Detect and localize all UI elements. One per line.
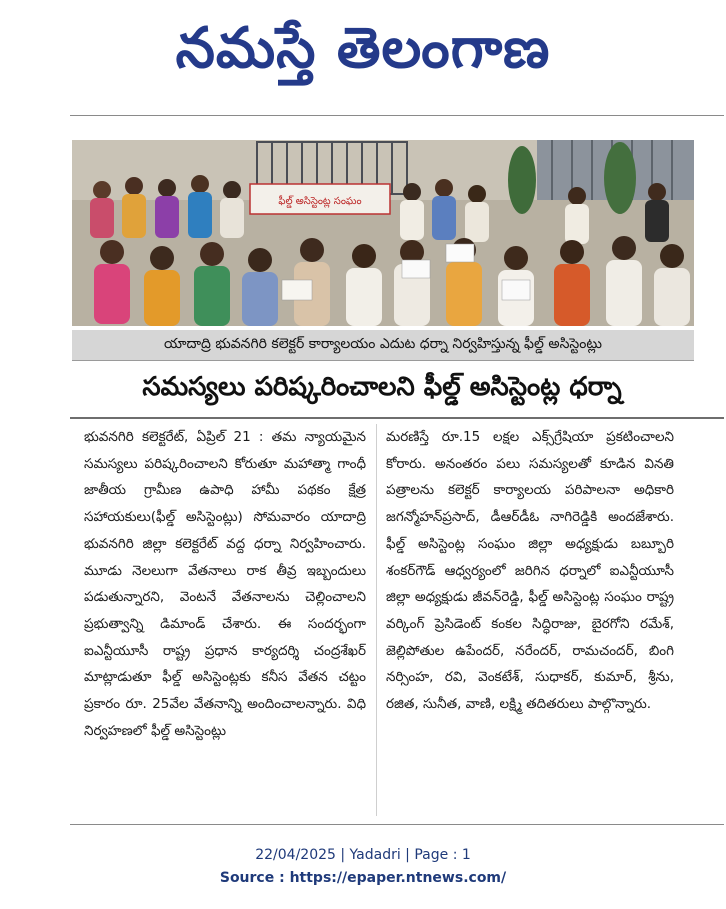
photo-banner-text: ఫీల్డ్ అసిస్టెంట్ల సంఘం — [278, 196, 362, 207]
footer-source: Source : https://epaper.ntnews.com/ — [219, 870, 507, 886]
photo-caption: యాదాద్రి భువనగిరి కలెక్టర్ కార్యాలయం ఎదుట ధర్నా నిర్వహిస్తున్న ఫీల్డ్ అసిస్టెంట్లు — [72, 330, 694, 361]
column-divider — [376, 424, 377, 816]
bottom-divider — [70, 824, 724, 825]
article-headline: సమస్యలు పరిష్కరించాలని ఫీల్డ్ అసిస్టెంట్ల ధర్నా — [142, 372, 622, 402]
footer-dateline: 22/04/2025 | Yadadri | Page : 1 — [255, 847, 471, 863]
article-body-right-column: మరణిస్తే రూ.15 లక్షల ఎక్స్‌గ్రేషియా ప్రకటించాలని కోరారు. అనంతరం పలు సమస్యలతో కూడిన వినతి పత్రాలను కలెక్టర్ కార్యాలయ పరిపాలనా అధికారి జగన్మోహన్‌ప్రసాద్, డీఆర్‌డీఓ నాగిరెడ్డికి అందజేశారు. ఫీల్డ్ అసిస్టెంట్ల సంఘం జిల్లా అధ్యక్షుడు బబ్బూరి శంకర్‌గౌడ్ ఆధ్వర్యంలో జరిగిన ధర్నాలో ఐఎన్టీయూసీ జిల్లా అధ్యక్షుడు జీవన్‌రెడ్డి, ఫీల్డ్ అసిస్టెంట్ల సంఘం రాష్ట్ర వర్కింగ్ ప్రెసిడెంట్ కంకల సిద్ధిరాజు, బైరగోని రమేశ్, జెల్లిపోతుల ఉపేందర్, నరేందర్, రామచందర్, బింగి నర్సింహ, రవి, వెంకటేశ్, సుధాకర్, కుమార్, శ్రీను, రజిత, సునీత, వాణి, లక్ష్మి తదితరులు పాల్గొన్నారు. — [386, 429, 674, 713]
newspaper-logo-title: నమస్తే తెలంగాణ — [175, 15, 551, 81]
masthead — [0, 0, 726, 110]
protest-photo-illustration — [72, 140, 694, 326]
headline-divider — [70, 417, 724, 419]
news-photo — [72, 140, 694, 326]
article-body-left-column: భువనగిరి కలెక్టరేట్, ఏప్రిల్ 21 : తమ న్యాయమైన సమస్యలు పరిష్కరించాలని కోరుతూ మహాత్మా గాంధీ జాతీయ గ్రామీణ ఉపాధి హామీ పథకం క్షేత్ర సహాయకులు(ఫీల్డ్ అసిస్టెంట్లు) సోమవారం యాదాద్రి భువనగిరి జిల్లా కలెక్టరేట్ వద్ద ధర్నా నిర్వహించారు. మూడు నెలలుగా వేతనాలు రాక తీవ్ర ఇబ్బందులు పడుతున్నారని, వెంటనే వేతనాలను చెల్లించాలని ప్రభుత్వాన్ని డిమాండ్ చేశారు. ఈ సందర్భంగా ఐఎన్టీయూసీ రాష్ట్ర ప్రధాన కార్యదర్శి చంద్రశేఖర్ మాట్లాడుతూ ఫీల్డ్ అసిస్టెంట్లకు కనీస వేతన చట్టం ప్రకారం రూ. 25వేల వేతనాన్ని అందించాలన్నారు. విధి నిర్వహణలో ఫీల్డ్ అసిస్టెంట్లు — [84, 429, 366, 739]
top-divider — [70, 115, 724, 116]
